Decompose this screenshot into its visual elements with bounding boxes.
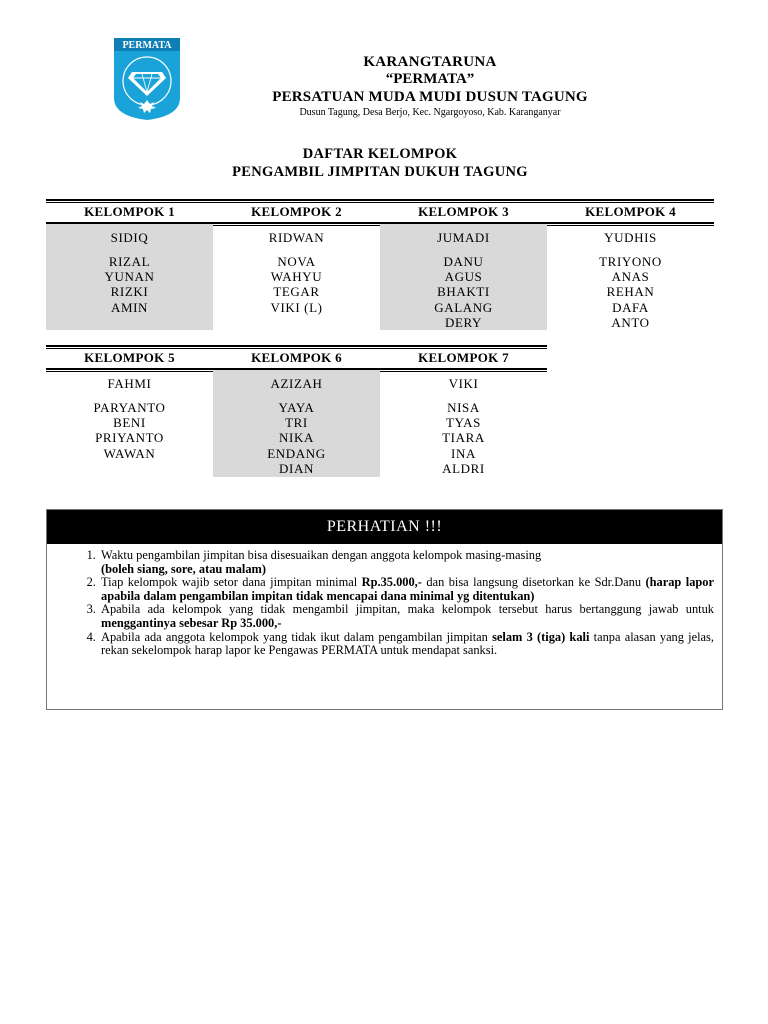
group-member: INA: [451, 445, 476, 461]
group-member: DAFA: [612, 299, 649, 315]
group-members: [213, 254, 380, 315]
notice-item: 3. Apabila ada kelompok yang tidak mengambil jimpitan, maka kelompok tersebut harus bertanggung jawab untuk menggantinya sebesar Rp 35.000,-: [99, 603, 714, 630]
group-member: ENDANG: [267, 445, 326, 461]
group-column: [380, 224, 547, 330]
group-leader: RIDWAN: [268, 230, 325, 245]
org-address: Dusun Tagung, Desa Berjo, Kec. Ngargoyoso, Kab. Karanganyar: [299, 107, 561, 118]
notice-title: PERHATIAN !!!: [47, 510, 722, 544]
group-member: REHAN: [606, 284, 655, 300]
group-leader: JUMADI: [437, 230, 490, 245]
group-member: YAYA: [278, 400, 315, 415]
group-member: AGUS: [444, 269, 483, 285]
group-member: YUNAN: [104, 269, 155, 285]
table-rule: [46, 199, 714, 203]
document-title: DAFTAR KELOMPOK: [302, 146, 458, 162]
group-members: [380, 254, 547, 330]
org-type: KARANGTARUNA: [363, 54, 497, 70]
group-member: DERY: [444, 314, 483, 330]
notice-list: [47, 549, 722, 658]
notice-item: 1. Waktu pengambilan jimpitan bisa disesuaikan dengan anggota kelompok masing-masing (boleh siang, sore, atau malam): [99, 549, 714, 576]
group-members: [213, 400, 380, 476]
group-member: NIKA: [279, 430, 314, 446]
group-member: PARYANTO: [93, 400, 166, 415]
group-column: [547, 224, 714, 330]
group-member: AMIN: [110, 299, 149, 315]
notice-box: [46, 509, 723, 710]
group-member: DIAN: [279, 460, 314, 476]
permata-logo: [112, 36, 182, 122]
group-column: [46, 224, 213, 330]
group-leader: VIKI: [448, 376, 479, 391]
logo-text: PERMATA: [122, 40, 172, 51]
group-leader: AZIZAH: [270, 376, 323, 391]
group-header: KELOMPOK 3: [418, 204, 509, 219]
group-member: TIARA: [442, 430, 485, 446]
group-column: [213, 370, 380, 477]
group-header: KELOMPOK 6: [251, 350, 342, 365]
group-members: [46, 400, 213, 461]
notice-item: 2. Tiap kelompok wajib setor dana jimpitan minimal Rp.35.000,- dan bisa langsung disetorkan ke Sdr.Danu (harap lapor apabila dalam pengambilan impitan tidak mencapai dana minimal yg ditentukan): [99, 576, 714, 603]
group-member: RIZKI: [110, 284, 149, 300]
group-member: WAWAN: [103, 445, 156, 461]
group-member: VIKI (L): [270, 299, 323, 315]
group-member: TRIYONO: [599, 254, 662, 269]
group-member: DANU: [443, 254, 484, 269]
group-members: [547, 254, 714, 330]
group-member: TRI: [285, 415, 308, 431]
notice-item: 4. Apabila ada anggota kelompok yang tidak ikut dalam pengambilan jimpitan selam 3 (tiga) kali tanpa alasan yang jelas, rekan sekelompok harap lapor ke Pengawas PERMATA untuk mendapat sanksi.: [99, 631, 714, 658]
group-member: TYAS: [446, 415, 481, 431]
group-member: NISA: [447, 400, 480, 415]
group-member: TEGAR: [273, 284, 320, 300]
group-header: KELOMPOK 5: [84, 350, 175, 365]
group-column: [380, 370, 547, 477]
group-member: GALANG: [434, 299, 493, 315]
group-header: KELOMPOK 1: [84, 204, 175, 219]
group-leader: YUDHIS: [604, 230, 657, 245]
table-rule: [46, 345, 547, 349]
group-header: KELOMPOK 2: [251, 204, 342, 219]
group-column: [213, 224, 380, 330]
group-member: ANAS: [611, 269, 650, 285]
group-members: [380, 400, 547, 476]
group-leader: FAHMI: [107, 376, 152, 391]
group-member: PRIYANTO: [95, 430, 164, 446]
group-leader: SIDIQ: [110, 230, 149, 245]
group-member: BENI: [113, 415, 146, 431]
group-header: KELOMPOK 7: [418, 350, 509, 365]
group-member: ANTO: [611, 314, 650, 330]
group-member: NOVA: [277, 254, 316, 269]
document-subtitle: PENGAMBIL JIMPITAN DUKUH TAGUNG: [232, 164, 528, 180]
org-name: “PERMATA”: [385, 71, 475, 87]
group-member: RIZAL: [108, 254, 151, 269]
group-column: [46, 370, 213, 477]
group-member: BHAKTI: [437, 284, 490, 300]
group-member: WAHYU: [270, 269, 323, 285]
group-header: KELOMPOK 4: [585, 204, 676, 219]
group-members: [46, 254, 213, 315]
group-member: ALDRI: [442, 460, 485, 476]
org-full-name: PERSATUAN MUDA MUDI DUSUN TAGUNG: [272, 89, 588, 105]
